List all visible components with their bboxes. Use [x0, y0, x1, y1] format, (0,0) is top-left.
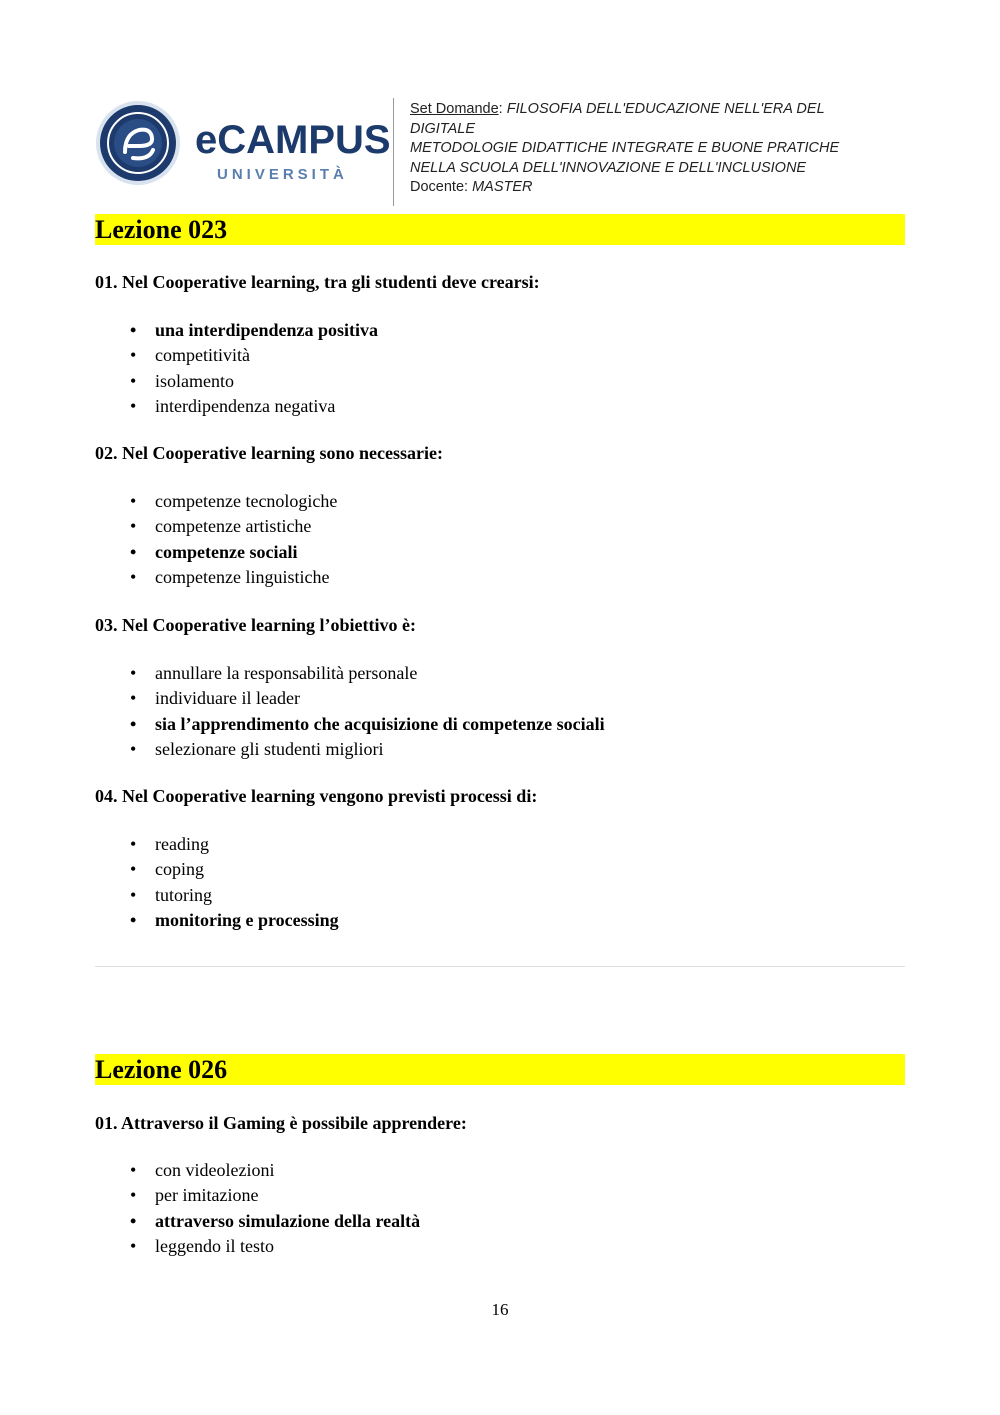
course-line-1: METODOLOGIE DIDATTICHE INTEGRATE E BUONE PRATICHE — [410, 140, 840, 156]
logo-wordmark: eCAMPUS — [195, 118, 391, 162]
question-text: 01. Attraverso il Gaming è possibile apprendere: — [95, 1113, 467, 1133]
answer-list — [130, 661, 605, 762]
answer-option: • per imitazione — [130, 1183, 420, 1208]
answer-option: • competenze tecnologiche — [130, 489, 337, 514]
answer-option-correct: • una interdipendenza positiva — [130, 318, 378, 343]
answer-option-correct: • sia l’apprendimento che acquisizione di competenze sociali — [130, 712, 605, 737]
ecampus-logo — [95, 100, 391, 186]
answer-option: • competenze linguistiche — [130, 565, 337, 590]
lesson-title: Lezione 023 — [95, 215, 228, 244]
header-divider — [393, 98, 394, 206]
answer-list — [130, 318, 378, 419]
question-text: 04. Nel Cooperative learning vengono previsti processi di: — [95, 786, 538, 806]
answer-option: • tutoring — [130, 883, 339, 908]
answer-option-correct: • monitoring e processing — [130, 908, 339, 933]
lesson-title-bar — [95, 214, 905, 245]
section-divider — [95, 966, 905, 967]
answer-option: • annullare la responsabilità personale — [130, 661, 605, 686]
answer-option: • reading — [130, 832, 339, 857]
answer-option: • leggendo il testo — [130, 1234, 420, 1259]
answer-option: • con videolezioni — [130, 1158, 420, 1183]
set-value-1: FILOSOFIA DELL'EDUCAZIONE NELL'ERA DEL — [506, 101, 825, 117]
lesson-title-bar — [95, 1054, 905, 1085]
header-info: Set Domande: FILOSOFIA DELL'EDUCAZIONE NELL'ERA DEL DIGITALE METODOLOGIE DIDATTICHE INTEGRATE E BUONE PRATICHE NELLA SCUOLA DELL'INNOVAZIONE E DELL'INCLUSIONE Docente: MASTER — [410, 100, 905, 198]
answer-option: • competitività — [130, 343, 378, 368]
question-text: 02. Nel Cooperative learning sono necessarie: — [95, 443, 443, 463]
question-text: 01. Nel Cooperative learning, tra gli studenti deve crearsi: — [95, 272, 540, 292]
answer-option: • individuare il leader — [130, 686, 605, 711]
answer-option-correct: • attraverso simulazione della realtà — [130, 1209, 420, 1234]
answer-option: • competenze artistiche — [130, 514, 337, 539]
answer-option: • interdipendenza negativa — [130, 394, 378, 419]
lesson-title: Lezione 026 — [95, 1055, 228, 1084]
answer-option: • isolamento — [130, 369, 378, 394]
answer-option-correct: • competenze sociali — [130, 540, 337, 565]
ecampus-seal-icon — [95, 100, 181, 186]
answer-option: • coping — [130, 857, 339, 882]
set-label: Set Domande — [410, 101, 499, 117]
page-number: 16 — [491, 1300, 509, 1319]
logo-subtitle: UNIVERSITÀ — [217, 166, 348, 183]
document-header — [95, 96, 905, 206]
answer-list — [130, 489, 337, 590]
answer-list — [130, 1158, 420, 1259]
question-text: 03. Nel Cooperative learning l’obiettivo è: — [95, 615, 416, 635]
answer-option: • selezionare gli studenti migliori — [130, 737, 605, 762]
set-value-2: DIGITALE — [410, 120, 475, 137]
course-line-2: NELLA SCUOLA DELL'INNOVAZIONE E DELL'INCLUSIONE — [410, 159, 807, 176]
docente-value: MASTER — [472, 179, 533, 195]
answer-list — [130, 832, 339, 933]
docente-label: Docente — [410, 179, 465, 195]
